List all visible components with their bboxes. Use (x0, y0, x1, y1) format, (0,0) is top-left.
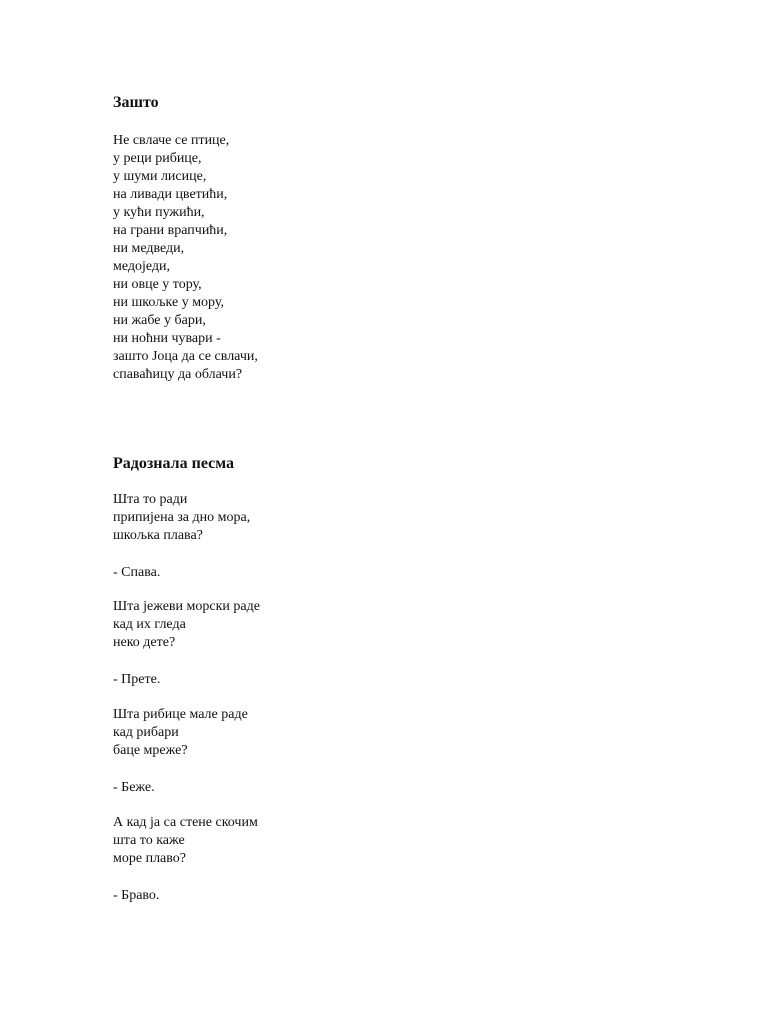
poem-line: А кад ја са стене скочим (113, 815, 258, 830)
poem-title: Зашто (113, 94, 159, 111)
poem-line: медоједи, (113, 259, 171, 274)
poem-line: Шта рибице мале раде (113, 707, 248, 722)
poem-line: на грани врапчићи, (113, 223, 228, 238)
poem-line: ни жабе у бари, (113, 313, 206, 328)
poem-line: у шуми лисице, (113, 169, 207, 184)
poem-stanza (113, 132, 258, 384)
poem-line: шта то каже (113, 833, 185, 848)
poem-line: - Прете. (113, 672, 161, 687)
poem-answer (113, 564, 160, 582)
poem-line: на ливади цветићи, (113, 187, 228, 202)
poem-line: шкољка плава? (113, 528, 203, 543)
poem-answer (113, 779, 155, 797)
poem-line: Шта то ради (113, 492, 188, 507)
poem-stanza (113, 491, 250, 545)
poem-line: у реци рибице, (113, 151, 202, 166)
poem-line: ни ноћни чувари - (113, 331, 221, 346)
poem-line: Шта јежеви морски раде (113, 599, 260, 614)
poem-stanza (113, 706, 248, 760)
poem-stanza (113, 598, 260, 652)
poem-line: спаваћицу да облачи? (113, 367, 243, 382)
poem-line: кад рибари (113, 725, 179, 740)
poem-line: неко дете? (113, 635, 176, 650)
poem-line: ни медведи, (113, 241, 185, 256)
poem-line: Не свлаче се птице, (113, 133, 230, 148)
poem-answer (113, 887, 159, 905)
poem-line: - Браво. (113, 888, 160, 903)
poem-line: зашто Јоца да се свлачи, (113, 349, 258, 364)
poem-stanza (113, 814, 258, 868)
poem-line: кад их гледа (113, 617, 186, 632)
poem-line: припијена за дно мора, (113, 510, 251, 525)
poem-line: у кући пужићи, (113, 205, 205, 220)
poem-line: - Спава. (113, 565, 161, 580)
poem-line: море плаво? (113, 851, 186, 866)
poem-line: баце мреже? (113, 743, 188, 758)
poem-line: ни шкољке у мору, (113, 295, 224, 310)
poem-line: ни овце у тору, (113, 277, 202, 292)
poem-answer (113, 671, 160, 689)
poem-title: Радознала песма (113, 455, 235, 472)
poem-line: - Беже. (113, 780, 155, 795)
